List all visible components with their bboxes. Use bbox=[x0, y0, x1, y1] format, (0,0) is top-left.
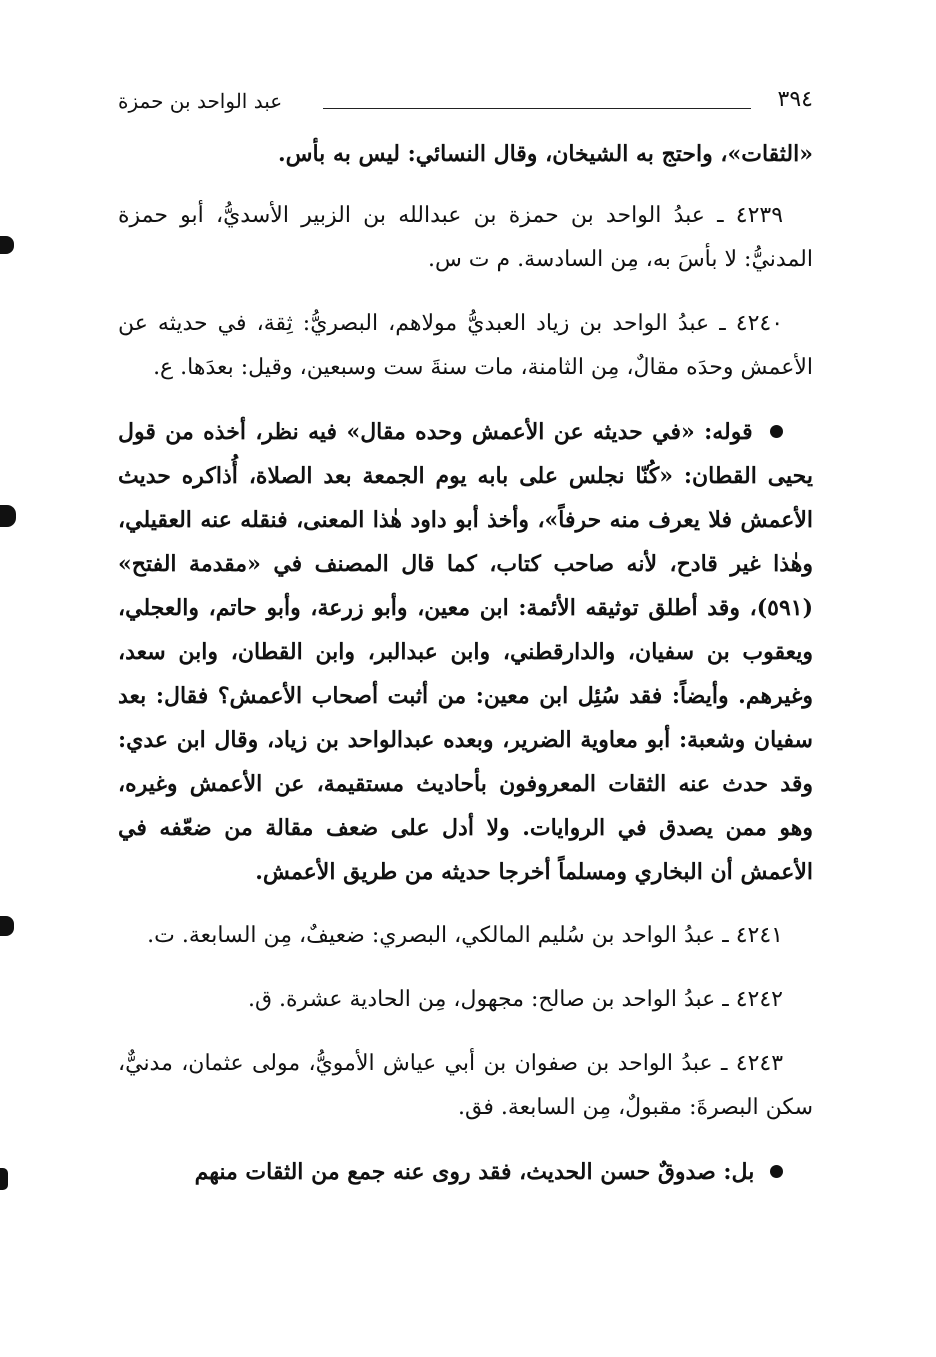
entry-separator: ـ bbox=[722, 923, 729, 948]
entry-text: عبدُ الواحد بن حمزة بن عبدالله بن الزبير الأسديُّ، أبو حمزة المدنيُّ: لا بأسَ به، مِن السادسة. م ت س. bbox=[118, 203, 813, 272]
entry-separator: ـ bbox=[719, 311, 726, 336]
entry-number: ٤٢٤٠ bbox=[735, 311, 784, 336]
comment-paragraph-1 bbox=[118, 410, 813, 894]
entry-text: عبدُ الواحد بن صالح: مجهول، مِن الحادية عشرة. ق. bbox=[247, 987, 716, 1012]
entry-number: ٤٢٤١ bbox=[735, 923, 783, 948]
continuation-paragraph bbox=[118, 132, 813, 176]
header-rule bbox=[323, 108, 751, 109]
scan-edge-mark bbox=[0, 505, 16, 527]
page-body bbox=[118, 132, 813, 1214]
entry-number: ٤٢٤٣ bbox=[735, 1051, 784, 1076]
entry-4241 bbox=[118, 914, 813, 958]
entry-4242 bbox=[118, 978, 813, 1022]
entry-text: عبدُ الواحد بن زياد العبديُّ مولاهم، البصريُّ: ثِقة، في حديثه عن الأعمش وحدَه مقالٌ، مِن الثامنة، مات سنةَ ست وسبعين، وقيل: بعدَها. ع. bbox=[118, 311, 813, 380]
bullet-dot-icon bbox=[770, 1165, 783, 1178]
entry-separator: ـ bbox=[717, 203, 724, 228]
scan-edge-mark bbox=[0, 236, 14, 254]
comment-text: قوله: «في حديثه عن الأعمش وحده مقال» فيه نظر، أخذه من قول يحيى القطان: «كُنّا نجلس على بابه يوم الجمعة بعد الصلاة، أُذاكره حديث الأعمش فلا يعرف منه حرفاً»، وأخذ أبو داود هٰذا المعنى، فنقله عنه العقيلي، وهٰذا غير قادح، لأنه صاحب كتاب، كما قال المصنف في «مقدمة الفتح» (٥٩١)، وقد أطلق توثيقه الأئمة: ابن معين، وأبو زرعة، وأبو حاتم، والعجلي، ويعقوب بن سفيان، والدارقطني، وابن عبدالبر، وابن القطان، وابن سعد، وغيرهم. وأيضاً: فقد سُئِل ابن معين: من أثبت أصحاب الأعمش؟ فقال: بعد سفيان وشعبة: أبو معاوية الضرير، وبعده عبدالواحد بن زياد، وقال ابن عدي: وقد حدث عنه الثقات المعروفون بأحاديث مستقيمة، عن الأعمش وغيره، وهو ممن يصدق في الروايات. ولا أدل على ضعف مقالة من ضعّفه في الأعمش أن البخاري ومسلماً أخرجا حديثه من طريق الأعمش. bbox=[118, 419, 813, 885]
scan-edge-mark bbox=[0, 916, 14, 936]
entry-text: عبدُ الواحد بن سُليم المالكي، البصري: ضعيفٌ، مِن السابعة. ت. bbox=[147, 923, 716, 948]
entry-number: ٤٢٣٩ bbox=[735, 203, 784, 228]
entry-4243 bbox=[118, 1042, 813, 1130]
entry-4240 bbox=[118, 302, 813, 390]
entry-separator: ـ bbox=[720, 1051, 728, 1076]
comment-paragraph-2 bbox=[118, 1150, 813, 1194]
entry-4239 bbox=[118, 194, 813, 282]
scan-edge-mark bbox=[0, 1168, 8, 1190]
running-title: عبد الواحد بن حمزة bbox=[118, 89, 283, 113]
page-number: ٣٩٤ bbox=[777, 87, 813, 112]
entry-separator: ـ bbox=[722, 987, 729, 1012]
page-header bbox=[118, 86, 813, 116]
continuation-text: «الثقات»، واحتج به الشيخان، وقال النسائي: ليس به بأس. bbox=[277, 141, 813, 167]
bullet-dot-icon bbox=[770, 425, 783, 438]
comment-text: بل: صدوقٌ حسن الحديث، فقد روى عنه جمع من الثقات منهم bbox=[194, 1159, 755, 1185]
entry-text: عبدُ الواحد بن صفوان بن أبي عياش الأمويُّ، مولى عثمان، مدنيٌّ، سكن البصرةَ: مقبولٌ، مِن السابعة. فق. bbox=[118, 1051, 813, 1120]
entry-number: ٤٢٤٢ bbox=[735, 987, 783, 1012]
